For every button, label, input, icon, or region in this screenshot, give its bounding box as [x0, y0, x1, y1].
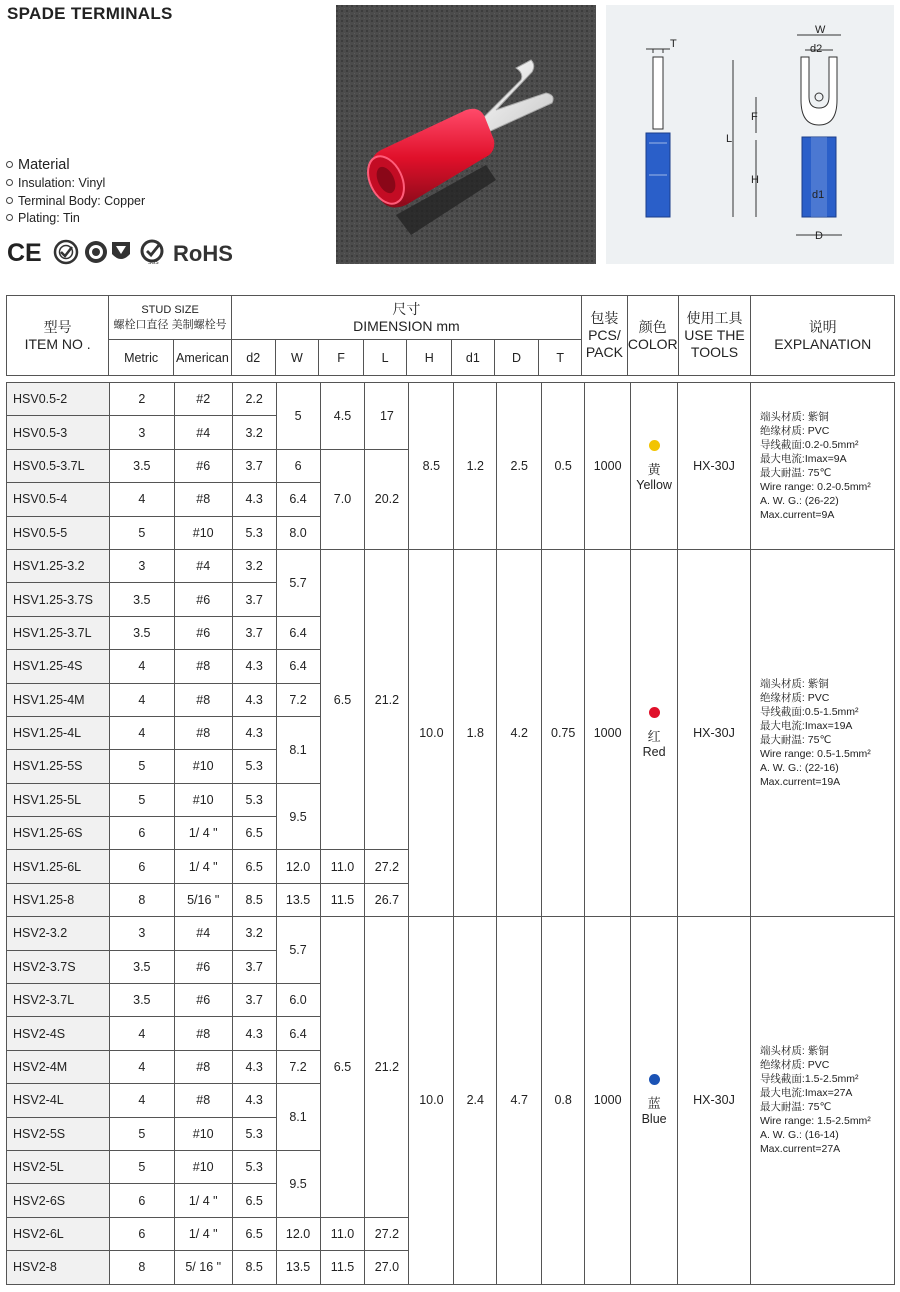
w-cell: 12.0 [276, 850, 320, 883]
item-no-cell: HSV1.25-5S [7, 750, 110, 783]
explanation-line: 端头材质: 紫铜 [759, 678, 829, 691]
header-dim-F: F [319, 340, 364, 376]
metric-cell: 5 [109, 1150, 174, 1183]
d2-cell: 6.5 [232, 850, 276, 883]
table-row [7, 549, 895, 582]
header-color: 颜色 COLOR [627, 296, 678, 376]
explanation-line: 导线截面:1.5-2.5mm² [759, 1073, 859, 1086]
l-cell: 27.0 [365, 1251, 409, 1284]
w-cell: 5 [276, 383, 320, 450]
explanation-line: 最大耐温: 75℃ [759, 466, 832, 479]
item-no-cell: HSV2-3.2 [7, 917, 110, 950]
f-cell: 11.0 [320, 1217, 365, 1250]
f-cell: 6.5 [320, 917, 365, 1218]
item-no-cell: HSV0.5-3 [7, 416, 110, 449]
product-photo [336, 5, 596, 264]
american-cell: 1/ 4 " [174, 850, 232, 883]
american-cell: #4 [174, 917, 232, 950]
dim-label-d1: d1 [812, 189, 825, 201]
item-no-cell: HSV2-8 [7, 1251, 110, 1284]
color-cell [631, 383, 678, 550]
header-dim-d2: d2 [231, 340, 275, 376]
color-dot-icon [649, 440, 660, 451]
spec-table [6, 382, 895, 1285]
metric-cell: 6 [109, 817, 174, 850]
american-cell: #10 [174, 1150, 232, 1183]
american-cell: #6 [174, 616, 232, 649]
item-no-cell: HSV1.25-4S [7, 650, 110, 683]
dim-label-L: L [726, 133, 733, 145]
d2-cell: 5.3 [232, 750, 276, 783]
w-cell: 12.0 [276, 1217, 320, 1250]
color-cell [631, 549, 678, 916]
dim-label-H: H [751, 174, 759, 186]
american-cell: #8 [174, 683, 232, 716]
f-cell: 11.0 [320, 850, 365, 883]
item-no-cell: HSV2-3.7L [7, 984, 110, 1017]
tool-cell: HX-30J [678, 383, 751, 550]
d2-cell: 3.2 [232, 917, 276, 950]
metric-cell: 2 [109, 383, 174, 416]
t-cell: 0.5 [542, 383, 585, 550]
item-no-cell: HSV1.25-3.2 [7, 549, 110, 582]
d2-cell: 8.5 [232, 883, 276, 916]
h-cell: 10.0 [409, 917, 454, 1284]
item-no-cell: HSV1.25-8 [7, 883, 110, 916]
d-cell: 4.7 [497, 917, 542, 1284]
l-cell: 26.7 [365, 883, 409, 916]
explanation-line: 导线截面:0.5-1.5mm² [759, 706, 859, 719]
item-no-cell: HSV0.5-4 [7, 483, 110, 516]
material-line: Insulation: Vinyl [6, 175, 145, 193]
dim-label-D: D [815, 230, 823, 242]
header-stud-size: STUD SIZE 螺栓口直径 美制螺栓号 [109, 296, 232, 340]
d-cell: 2.5 [497, 383, 542, 550]
item-no-cell: HSV2-4S [7, 1017, 110, 1050]
l-cell: 21.2 [365, 549, 409, 850]
f-cell: 4.5 [320, 383, 365, 450]
color-name-en: Red [642, 745, 666, 760]
w-cell: 13.5 [276, 883, 320, 916]
d2-cell: 5.3 [232, 783, 276, 816]
tool-cell: HX-30J [678, 917, 751, 1284]
header-dim-L: L [363, 340, 407, 376]
explanation-line: A. W. G.: (16-14) [759, 1129, 839, 1142]
d2-cell: 4.3 [232, 1084, 276, 1117]
ccc-mark-icon [85, 241, 107, 263]
metric-cell: 3 [109, 416, 174, 449]
dim-label-W: W [815, 24, 826, 36]
explanation-cell [750, 549, 894, 916]
item-no-cell: HSV1.25-3.7S [7, 583, 110, 616]
spade-dimension-diagram-icon [606, 5, 894, 264]
header-metric: Metric [109, 340, 174, 376]
american-cell: #8 [174, 483, 232, 516]
metric-cell: 4 [109, 650, 174, 683]
bullet-icon [6, 214, 13, 221]
item-no-cell: HSV2-6S [7, 1184, 110, 1217]
spade-terminal-photo-icon [336, 5, 596, 264]
h-cell: 8.5 [409, 383, 454, 550]
w-cell: 6.4 [276, 616, 320, 649]
w-cell: 8.0 [276, 516, 320, 549]
american-cell: #8 [174, 1084, 232, 1117]
w-cell: 6.4 [276, 483, 320, 516]
d2-cell: 3.2 [232, 549, 276, 582]
american-cell: #4 [174, 549, 232, 582]
w-cell: 9.5 [276, 783, 320, 850]
w-cell: 6.0 [276, 984, 320, 1017]
metric-cell: 3 [109, 917, 174, 950]
iso-seal-icon [112, 242, 130, 259]
metric-cell: 3.5 [109, 616, 174, 649]
w-cell: 9.5 [276, 1150, 320, 1217]
explanation-line: 最大耐温: 75℃ [759, 734, 832, 747]
f-cell: 11.5 [320, 1251, 365, 1284]
american-cell: 5/16 " [174, 883, 232, 916]
dim-label-d2: d2 [810, 43, 823, 55]
header-dimension: 尺寸 DIMENSION mm [231, 296, 581, 340]
explanation-line: 绝缘材质: PVC [759, 1059, 830, 1072]
explanation-line: 端头材质: 紫铜 [759, 410, 829, 423]
tool-cell: HX-30J [678, 549, 751, 916]
bullet-icon [6, 197, 13, 204]
american-cell: #8 [174, 650, 232, 683]
d2-cell: 3.7 [232, 950, 276, 983]
t-cell: 0.8 [542, 917, 585, 1284]
american-cell: 1/ 4 " [174, 1217, 232, 1250]
header-tools: 使用工具 USE THE TOOLS [678, 296, 751, 376]
color-name-en: Blue [641, 1112, 667, 1127]
header-explanation: 说明 EXPLANATION [751, 296, 895, 376]
d-cell: 4.2 [497, 549, 542, 916]
spec-table-header [6, 295, 895, 376]
metric-cell: 3.5 [109, 583, 174, 616]
item-no-cell: HSV2-5L [7, 1150, 110, 1183]
f-cell: 6.5 [320, 549, 365, 850]
d2-cell: 5.3 [232, 1117, 276, 1150]
metric-cell: 6 [109, 850, 174, 883]
metric-cell: 5 [109, 750, 174, 783]
sgs-check-icon [142, 241, 162, 266]
explanation-line: 端头材质: 紫铜 [759, 1045, 829, 1058]
metric-cell: 5 [109, 783, 174, 816]
material-heading: Material [6, 156, 145, 175]
color-name-cn: 红 [647, 729, 661, 745]
w-cell: 5.7 [276, 917, 320, 984]
american-cell: #6 [174, 984, 232, 1017]
d2-cell: 3.7 [232, 449, 276, 482]
material-line: Plating: Tin [6, 210, 145, 228]
d2-cell: 2.2 [232, 383, 276, 416]
header-dim-H: H [407, 340, 452, 376]
explanation-line: A. W. G.: (22-16) [759, 762, 839, 775]
color-dot-icon [649, 707, 660, 718]
pack-cell: 1000 [585, 549, 631, 916]
american-cell: #10 [174, 1117, 232, 1150]
l-cell: 17 [365, 383, 409, 450]
table-row [7, 383, 895, 416]
explanation-line: 最大电流:Imax=9A [759, 452, 847, 465]
d2-cell: 4.3 [232, 650, 276, 683]
item-no-cell: HSV1.25-3.7L [7, 616, 110, 649]
item-no-cell: HSV0.5-3.7L [7, 449, 110, 482]
item-no-cell: HSV2-5S [7, 1117, 110, 1150]
american-cell: #10 [174, 783, 232, 816]
metric-cell: 5 [109, 1117, 174, 1150]
american-cell: #10 [174, 516, 232, 549]
d2-cell: 6.5 [232, 1184, 276, 1217]
metric-cell: 4 [109, 1084, 174, 1117]
header-item-no: 型号 ITEM NO . [7, 296, 109, 376]
d2-cell: 4.3 [232, 683, 276, 716]
metric-cell: 3.5 [109, 449, 174, 482]
dim-label-F: F [751, 111, 758, 123]
d2-cell: 5.3 [232, 516, 276, 549]
d2-cell: 4.3 [232, 483, 276, 516]
item-no-cell: HSV2-4M [7, 1050, 110, 1083]
header-american: American [173, 340, 231, 376]
l-cell: 27.2 [365, 850, 409, 883]
explanation-line: Wire range: 1.5-2.5mm² [759, 1115, 871, 1128]
explanation-line: 导线截面:0.2-0.5mm² [759, 438, 859, 451]
d2-cell: 4.3 [232, 1017, 276, 1050]
explanation-line: Wire range: 0.2-0.5mm² [759, 480, 871, 493]
table-row [7, 917, 895, 950]
metric-cell: 4 [109, 1050, 174, 1083]
explanation-line: 最大耐温: 75℃ [759, 1101, 832, 1114]
metric-cell: 3.5 [109, 950, 174, 983]
color-name-cn: 蓝 [647, 1096, 661, 1112]
item-no-cell: HSV1.25-6L [7, 850, 110, 883]
explanation-line: Wire range: 0.5-1.5mm² [759, 748, 871, 761]
rohs-mark: RoHS [173, 241, 233, 266]
metric-cell: 3.5 [109, 984, 174, 1017]
item-no-cell: HSV1.25-6S [7, 817, 110, 850]
l-cell: 27.2 [365, 1217, 409, 1250]
ce-mark-icon: CE [7, 239, 42, 267]
d2-cell: 3.7 [232, 583, 276, 616]
american-cell: #10 [174, 750, 232, 783]
d2-cell: 4.3 [232, 1050, 276, 1083]
metric-cell: 4 [109, 683, 174, 716]
d2-cell: 8.5 [232, 1251, 276, 1284]
page-title: SPADE TERMINALS [7, 4, 173, 23]
d2-cell: 3.7 [232, 984, 276, 1017]
explanation-cell [750, 917, 894, 1284]
header-dim-D: D [494, 340, 539, 376]
t-cell: 0.75 [542, 549, 585, 916]
item-no-cell: HSV2-3.7S [7, 950, 110, 983]
item-no-cell: HSV2-4L [7, 1084, 110, 1117]
metric-cell: 6 [109, 1217, 174, 1250]
metric-cell: 4 [109, 1017, 174, 1050]
metric-cell: 4 [109, 483, 174, 516]
certification-icons [7, 237, 237, 267]
h-cell: 10.0 [409, 549, 454, 916]
american-cell: 1/ 4 " [174, 817, 232, 850]
american-cell: #6 [174, 449, 232, 482]
l-cell: 20.2 [365, 449, 409, 549]
item-no-cell: HSV0.5-2 [7, 383, 110, 416]
d2-cell: 3.7 [232, 616, 276, 649]
d2-cell: 5.3 [232, 1150, 276, 1183]
w-cell: 7.2 [276, 683, 320, 716]
header-dim-W: W [275, 340, 319, 376]
explanation-line: 最大电流:Imax=27A [759, 1087, 853, 1100]
american-cell: #4 [174, 416, 232, 449]
explanation-line: Max.current=9A [759, 508, 835, 521]
explanation-line: Max.current=19A [759, 776, 841, 789]
bullet-icon [6, 161, 13, 168]
color-name-cn: 黄 [647, 461, 661, 477]
item-no-cell: HSV1.25-5L [7, 783, 110, 816]
metric-cell: 6 [109, 1184, 174, 1217]
d2-cell: 6.5 [232, 1217, 276, 1250]
header-pack: 包装 PCS/ PACK [581, 296, 627, 376]
svg-text:SGS: SGS [148, 260, 159, 266]
w-cell: 6 [276, 449, 320, 482]
dimension-drawing [606, 5, 894, 264]
item-no-cell: HSV0.5-5 [7, 516, 110, 549]
pack-cell: 1000 [585, 383, 631, 550]
color-cell [631, 917, 678, 1284]
american-cell: #6 [174, 583, 232, 616]
w-cell: 6.4 [276, 650, 320, 683]
explanation-line: Max.current=27A [759, 1143, 841, 1156]
bullet-icon [6, 179, 13, 186]
w-cell: 8.1 [276, 1084, 320, 1151]
explanation-line: 绝缘材质: PVC [759, 424, 830, 437]
explanation-line: 最大电流:Imax=19A [759, 720, 853, 733]
american-cell: #8 [174, 1017, 232, 1050]
american-cell: 1/ 4 " [174, 1184, 232, 1217]
metric-cell: 8 [109, 883, 174, 916]
item-no-cell: HSV1.25-4M [7, 683, 110, 716]
w-cell: 13.5 [276, 1251, 320, 1284]
d2-cell: 4.3 [232, 716, 276, 749]
metric-cell: 4 [109, 716, 174, 749]
item-no-cell: HSV1.25-4L [7, 716, 110, 749]
d2-cell: 3.2 [232, 416, 276, 449]
metric-cell: 5 [109, 516, 174, 549]
explanation-cell [750, 383, 894, 550]
w-cell: 5.7 [276, 549, 320, 616]
w-cell: 8.1 [276, 716, 320, 783]
color-name-en: Yellow [636, 477, 672, 492]
material-line: Terminal Body: Copper [6, 193, 145, 211]
american-cell: 5/ 16 " [174, 1251, 232, 1284]
american-cell: #2 [174, 383, 232, 416]
d2-cell: 6.5 [232, 817, 276, 850]
l-cell: 21.2 [365, 917, 409, 1218]
f-cell: 7.0 [320, 449, 365, 549]
d1-cell: 1.8 [454, 549, 497, 916]
check-seal-icon [55, 241, 77, 263]
header-dim-d1: d1 [452, 340, 495, 376]
w-cell: 6.4 [276, 1017, 320, 1050]
american-cell: #8 [174, 716, 232, 749]
f-cell: 11.5 [320, 883, 365, 916]
explanation-line: 绝缘材质: PVC [759, 692, 830, 705]
american-cell: #8 [174, 1050, 232, 1083]
d1-cell: 2.4 [454, 917, 497, 1284]
dim-label-T: T [670, 38, 677, 50]
metric-cell: 8 [109, 1251, 174, 1284]
american-cell: #6 [174, 950, 232, 983]
d1-cell: 1.2 [454, 383, 497, 550]
w-cell: 7.2 [276, 1050, 320, 1083]
metric-cell: 3 [109, 549, 174, 582]
pack-cell: 1000 [585, 917, 631, 1284]
header-dim-T: T [539, 340, 582, 376]
color-dot-icon [649, 1074, 660, 1085]
item-no-cell: HSV2-6L [7, 1217, 110, 1250]
certification-logos [7, 237, 237, 267]
explanation-line: A. W. G.: (26-22) [759, 494, 839, 507]
material-list [6, 156, 145, 228]
